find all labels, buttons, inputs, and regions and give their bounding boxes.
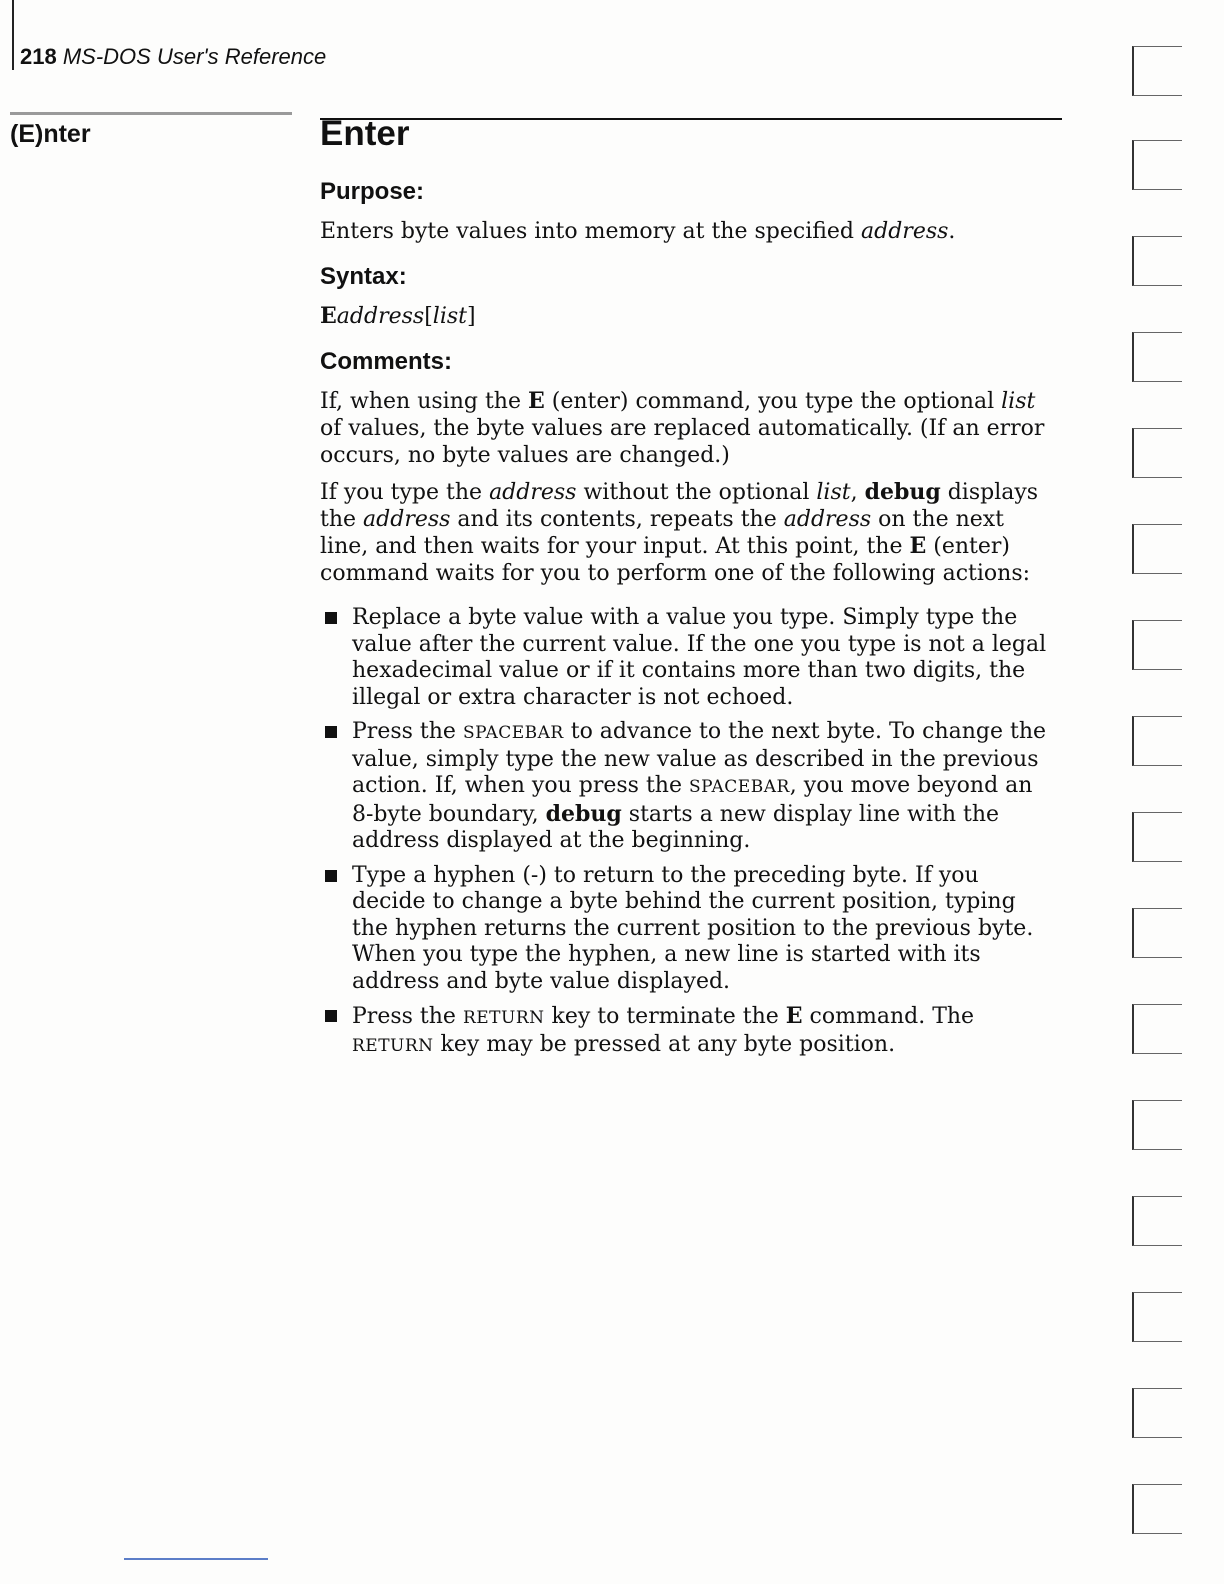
list-item: [320, 605, 1050, 711]
key-name: SPACEBAR: [688, 777, 790, 797]
text-run: key to terminate the: [544, 1004, 786, 1029]
index-tab: [1132, 1292, 1182, 1342]
side-label: (E)nter: [10, 120, 91, 148]
text-run: Type a hyphen (-) to return to the preceding byte. If you decide to change a byte behind the current position, typing the hyphen returns the current position to the previous byte. When you type the hyphen, a new line is started with its address and byte value displayed.: [352, 862, 1034, 994]
index-tab: [1132, 332, 1182, 382]
key-name: RETURN: [462, 1008, 545, 1028]
text-run: and its contents, repeats the: [450, 507, 784, 532]
square-bullet-icon: [325, 1010, 337, 1022]
index-tab: [1132, 1196, 1182, 1246]
text-run-italic: address: [489, 480, 577, 505]
index-tab: [1132, 620, 1182, 670]
page-number: 218: [20, 44, 57, 69]
text-run-bold: E: [527, 388, 545, 414]
comments-heading: Comments:: [320, 348, 453, 375]
text-run: to advance to the next byte. To change the value, simply type the new value as described in the previous action. If, when you press the: [352, 719, 1047, 798]
text-run: on the next line, and then waits for your input. At this point, the: [320, 507, 1005, 559]
comment-paragraph-2: [320, 479, 1050, 587]
index-tab: [1132, 812, 1182, 862]
text-run: , you move beyond an 8-byte boundary,: [352, 773, 1033, 827]
text-run: .: [948, 219, 956, 244]
text-run-italic: address: [363, 507, 451, 532]
text-run: [: [424, 304, 433, 329]
square-bullet-icon: [325, 870, 337, 882]
text-run: (enter) command waits for you to perform one of the following actions:: [320, 534, 1031, 586]
text-run: starts a new display line with the address displayed at the beginning.: [352, 801, 1000, 853]
text-run-italic: address: [783, 507, 872, 532]
syntax-heading: Syntax:: [320, 263, 407, 290]
text-run: Replace a byte value with a value you type. Simply type the value after the current value. If the one you type is not a legal hexadecimal value or if it contains more than two digits, the illegal or extra character is not echoed.: [352, 605, 1047, 710]
comment-paragraph-1: [320, 388, 1050, 469]
text-run: If, when using the: [320, 389, 528, 414]
index-tab: [1132, 716, 1182, 766]
index-tab: [1132, 524, 1182, 574]
list-item: [320, 719, 1050, 855]
syntax-param: list: [432, 304, 467, 329]
purpose-text: [320, 218, 1050, 245]
index-tab: [1132, 1484, 1182, 1534]
syntax-text: [320, 303, 1050, 330]
list-item: [320, 863, 1050, 996]
text-run: Press the: [352, 719, 463, 744]
text-run-bold: E: [785, 1003, 803, 1029]
index-tab: [1132, 1388, 1182, 1438]
key-name: SPACEBAR: [462, 723, 564, 743]
index-tab: [1132, 428, 1182, 478]
text-run: command. The: [802, 1004, 975, 1029]
syntax-param: address: [336, 304, 425, 329]
text-run: ,: [850, 480, 865, 505]
text-run: without the optional: [576, 480, 817, 505]
main-content: [320, 114, 1050, 1067]
key-name: RETURN: [352, 1035, 434, 1056]
text-run-bold: debug: [864, 479, 941, 505]
index-tab: [1132, 1100, 1182, 1150]
footer-mark: [124, 1558, 268, 1560]
side-label-rule: [10, 112, 292, 115]
text-run-italic: list: [1001, 389, 1036, 414]
actions-list: [320, 605, 1050, 1059]
index-tab: [1132, 908, 1182, 958]
square-bullet-icon: [325, 726, 337, 738]
text-run-italic: list: [816, 480, 851, 505]
text-run: of values, the byte values are replaced automatically. (If an error occurs, no byte values are changed.): [320, 416, 1045, 468]
running-header: [20, 44, 326, 70]
text-run-bold: E: [909, 533, 927, 559]
index-tab: [1132, 236, 1182, 286]
book-title: MS-DOS User's Reference: [62, 44, 327, 69]
text-run: ]: [466, 304, 476, 329]
square-bullet-icon: [325, 612, 337, 624]
index-tab: [1132, 1004, 1182, 1054]
text-run: displays the: [320, 480, 1039, 532]
index-tab: [1132, 140, 1182, 190]
text-run-bold: debug: [545, 800, 622, 827]
text-run: If you type the: [320, 480, 490, 505]
index-tab: [1132, 46, 1182, 96]
text-run: Press the: [352, 1004, 463, 1029]
list-item: [320, 1003, 1050, 1059]
text-run-italic: address: [861, 219, 949, 244]
text-run: Enters byte values into memory at the specified: [320, 219, 862, 244]
syntax-command: E: [320, 303, 337, 329]
section-title: Enter: [320, 114, 410, 153]
binding-edge-line: [12, 0, 14, 70]
text-run: (enter) command, you type the optional: [544, 389, 1002, 414]
text-run: key may be pressed at any byte position.: [433, 1031, 896, 1057]
purpose-heading: Purpose:: [320, 178, 425, 205]
